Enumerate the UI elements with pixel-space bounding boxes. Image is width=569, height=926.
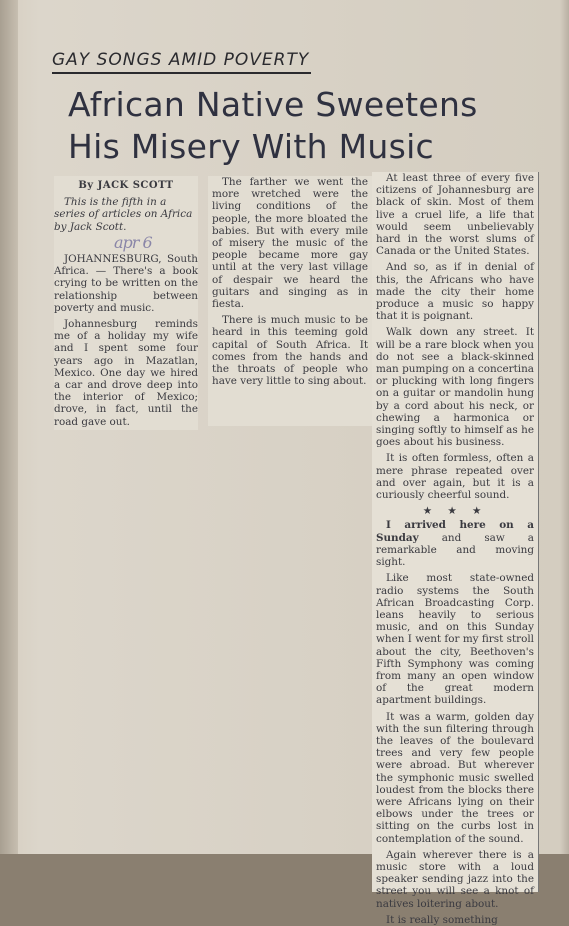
section-break-stars: ★ ★ ★ xyxy=(422,505,488,518)
handwritten-date: apr 6 xyxy=(114,232,152,252)
scrapbook-page-edge xyxy=(0,0,18,854)
series-note: This is the fifth in a series of articles on Africa by Jack Scott. xyxy=(54,196,193,233)
paragraph: At least three of every five citizens of Johannesburg are black of skin. Most of them live a cruel life, a life that would seem unbelievably hard in the worst slums of Canada or the United States. xyxy=(376,172,534,258)
paragraph-lead xyxy=(376,519,534,568)
paragraph: Johannesburg reminds me of a holiday my wife and I spent some four years ago in Mazatlan, Mexico. One day we hired a car and drove deep into the interior of Mexico; drove, in fact, until the road gave out. xyxy=(54,318,198,428)
article-column-1 xyxy=(54,176,198,430)
lead-in-bold: I arrived here on a Sunday xyxy=(376,519,534,544)
headline-line-2: His Misery With Music xyxy=(68,127,434,166)
headline-line-1: African Native Sweetens xyxy=(68,85,478,124)
article-column-2 xyxy=(208,176,372,426)
headline xyxy=(68,84,508,168)
paragraph: And so, as if in denial of this, the Africans who have made the city their home produce a music so happy that it is poignant. xyxy=(376,261,534,323)
paragraph: Again wherever there is a music store with a loud speaker sending jazz into the street you will see a knot of natives loitering about. xyxy=(376,848,534,910)
byline: By JACK SCOTT xyxy=(78,180,174,191)
newspaper-clipping xyxy=(44,44,544,926)
kicker-heading: GAY SONGS AMID POVERTY xyxy=(52,50,311,74)
paragraph: Walk down any street. It will be a rare block when you do not see a black-skinned man pumping on a concertina or plucking with long fingers on a guitar or mandolin hung by a cord about his neck, or chewing a harmonica or singing softly to himself as he goes about his business. xyxy=(376,326,534,449)
paragraph: JOHANNESBURG, South Africa. — There's a book crying to be written on the relationship between poverty and music. xyxy=(54,253,198,314)
paragraph: It was a warm, golden day with the sun filtering through the leaves of the boulevard trees and very few people were abroad. But wherever the symphonic music swelled loudest from the blocks there were Africans lying on their elbows under the trees or sitting on the curbs lost in contemplation of the sound. xyxy=(376,710,534,845)
paragraph: It is really something xyxy=(386,913,498,926)
paragraph: Like most state-owned radio systems the South African Broadcasting Corp. leans heavily to serious music, and on this Sunday when I went for my first stroll about the city, Beethoven's Fifth Symphony was coming from many an open window of the great modern apartment buildings. xyxy=(376,572,534,707)
paragraph: There is much music to be heard in this teeming gold capital of South Africa. It comes from the hands and the throats of people who have very little to sing about. xyxy=(212,314,368,388)
paragraph: It is often formless, often a mere phrase repeated over and over again, but it is a curiously cheerful sound. xyxy=(376,452,534,502)
article-column-3 xyxy=(372,172,539,926)
lead-in-rest: and saw a remarkable and moving sight. xyxy=(376,531,534,569)
paragraph: The farther we went the more wretched were the living conditions of the people, the more bloated the babies. But with every mile of misery the music of the people became more gay until at the very last village of despair we heard the guitars and singing as in fiesta. xyxy=(212,176,368,311)
